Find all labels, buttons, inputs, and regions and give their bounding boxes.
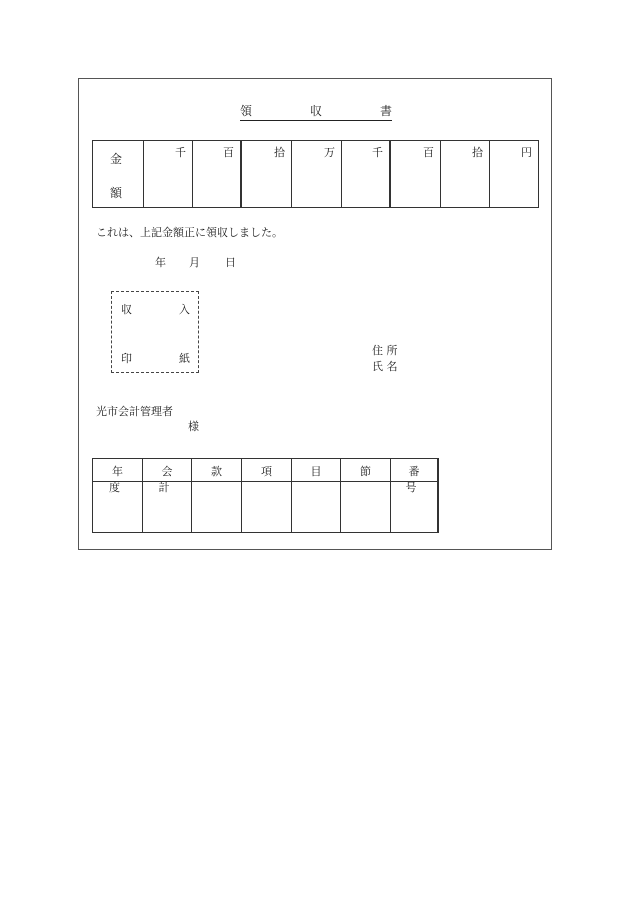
- revenue-stamp-box: [111, 291, 199, 373]
- date-year-label: 年: [155, 256, 166, 269]
- accounting-header: 番 号: [405, 465, 426, 494]
- digit-unit-label: 万: [324, 146, 335, 159]
- accounting-column[interactable]: [93, 459, 143, 532]
- amount-label-cell: [93, 141, 144, 207]
- amount-digit-cell[interactable]: [143, 141, 193, 207]
- accounting-header: 会 計: [158, 465, 179, 494]
- accounting-column[interactable]: [143, 459, 192, 532]
- amount-label-bottom: 額: [110, 186, 123, 200]
- accounting-column[interactable]: [391, 459, 438, 532]
- title-char-2: 収: [310, 104, 323, 118]
- amount-digit-cell[interactable]: [391, 141, 441, 207]
- digit-unit-label: 千: [372, 146, 383, 159]
- digit-unit-label: 百: [423, 146, 434, 159]
- amount-label-top: 金: [110, 152, 123, 166]
- title-char-1: 領: [240, 104, 253, 118]
- accounting-header: 項: [261, 465, 278, 478]
- stamp-char: 入: [179, 303, 190, 316]
- receipt-title: [240, 104, 392, 121]
- amount-digit-cell[interactable]: [242, 141, 292, 207]
- accounting-header: 年 度: [109, 465, 129, 494]
- digit-unit-label: 拾: [472, 146, 483, 159]
- accounting-table: [92, 458, 439, 533]
- amount-digit-cell[interactable]: [193, 141, 242, 207]
- title-char-3: 書: [380, 104, 393, 118]
- address-label: 住 所: [372, 344, 398, 357]
- date-day-label: 日: [225, 256, 236, 269]
- amount-digit-cell[interactable]: [342, 141, 391, 207]
- digit-unit-label: 百: [223, 146, 234, 159]
- accounting-column[interactable]: [242, 459, 292, 532]
- date-month-label: 月: [189, 256, 200, 269]
- recipient-honorific: 様: [188, 420, 199, 433]
- stamp-char: 収: [121, 303, 132, 316]
- digit-unit-label: 円: [521, 146, 532, 159]
- digit-unit-label: 千: [175, 146, 186, 159]
- accounting-column[interactable]: [192, 459, 242, 532]
- stamp-char: 紙: [179, 352, 190, 365]
- header-divider: [93, 481, 438, 482]
- name-label: 氏 名: [372, 360, 398, 373]
- accounting-column[interactable]: [341, 459, 391, 532]
- digit-unit-label: 拾: [274, 146, 285, 159]
- amount-digit-cell[interactable]: [441, 141, 490, 207]
- accounting-header: 節: [360, 465, 377, 478]
- stamp-char: 印: [121, 352, 132, 365]
- amount-digit-cell[interactable]: [490, 141, 538, 207]
- receipt-statement: これは、上記金額正に領収しました。: [96, 226, 283, 239]
- amount-table: [92, 140, 539, 208]
- accounting-column[interactable]: [292, 459, 341, 532]
- accounting-header: 款: [211, 465, 228, 478]
- accounting-header: 目: [310, 465, 328, 478]
- amount-digit-cell[interactable]: [292, 141, 342, 207]
- recipient-name: 光市会計管理者: [96, 405, 173, 418]
